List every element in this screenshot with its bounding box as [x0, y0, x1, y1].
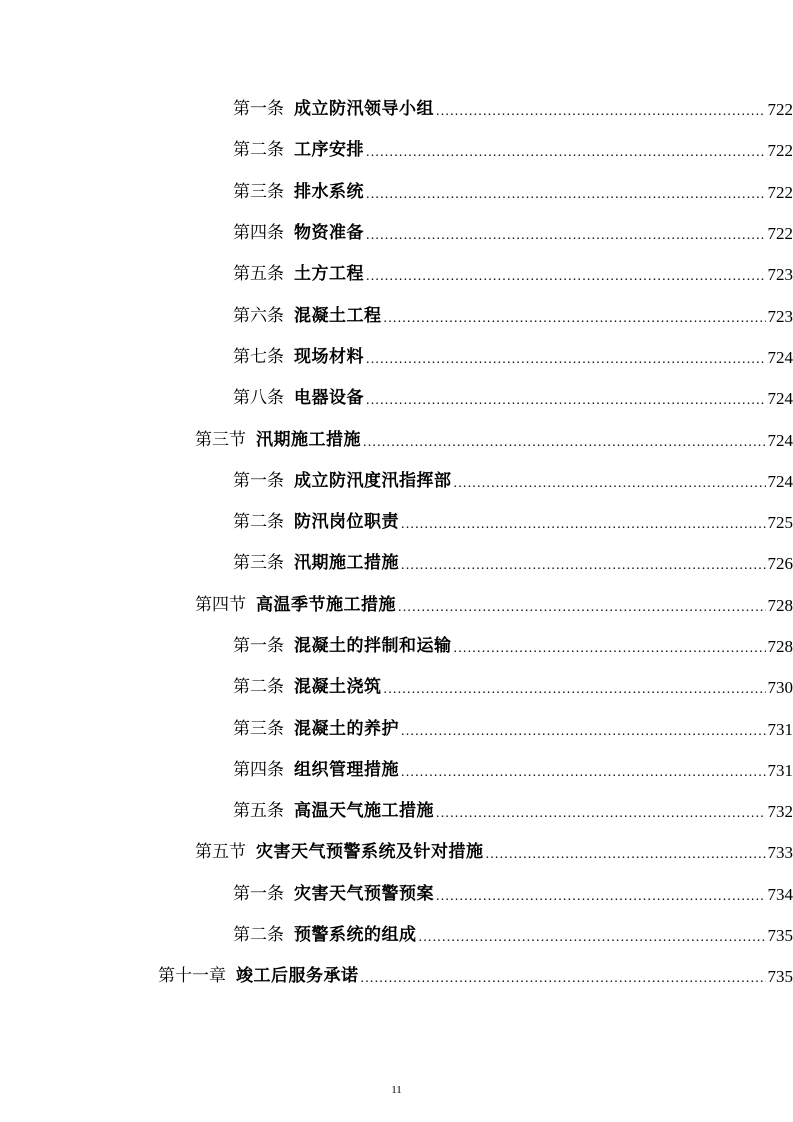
toc-leader-dots: [361, 972, 766, 986]
toc-entry-number: 第一条: [233, 99, 284, 120]
toc-entry-page: 723: [767, 306, 793, 326]
toc-entry-title: 成立防汛度汛指挥部: [294, 470, 452, 491]
toc-leader-dots: [366, 229, 766, 243]
toc-entry-title: 电器设备: [294, 388, 364, 409]
toc-entry-number: 第三节: [195, 429, 246, 450]
toc-entry-number: 第三条: [233, 553, 284, 574]
toc-entry-number: 第十一章: [158, 966, 226, 987]
toc-leader-dots: [454, 477, 766, 491]
toc-entry[interactable]: [0, 254, 793, 295]
toc-entry-number: 第三条: [233, 718, 284, 739]
toc-entry-title: 预警系统的组成: [294, 925, 417, 946]
toc-entry[interactable]: [0, 378, 793, 419]
toc-leader-dots: [363, 436, 766, 450]
toc-entry[interactable]: [0, 337, 793, 378]
toc-entry[interactable]: [0, 791, 793, 832]
toc-chapter[interactable]: [0, 956, 793, 997]
toc-entry[interactable]: [0, 130, 793, 171]
toc-entry-page: 724: [767, 389, 793, 409]
toc-entry-title: 灾害天气预警预案: [294, 883, 434, 904]
toc-entry[interactable]: [0, 213, 793, 254]
toc-leader-dots: [401, 559, 766, 573]
toc-entry-page: 735: [767, 926, 793, 946]
toc-entry-number: 第五条: [233, 264, 284, 285]
toc-section[interactable]: [0, 585, 793, 626]
toc-entry-title: 土方工程: [294, 264, 364, 285]
toc-leader-dots: [366, 188, 766, 202]
toc-entry-number: 第四节: [195, 594, 246, 615]
toc-leader-dots: [366, 146, 766, 160]
page-number: 11: [391, 1084, 402, 1096]
toc-leader-dots: [398, 601, 766, 615]
toc-entry-title: 排水系统: [294, 181, 364, 202]
toc-entry-title: 组织管理措施: [294, 759, 399, 780]
toc-entry-page: 724: [767, 471, 793, 491]
toc-entry-number: 第二条: [233, 677, 284, 698]
toc-entry-page: 725: [767, 513, 793, 533]
toc-entry-page: 731: [767, 760, 793, 780]
toc-entry-title: 现场材料: [294, 346, 364, 367]
toc-entry-page: 723: [767, 265, 793, 285]
toc-entry[interactable]: [0, 915, 793, 956]
toc-leader-dots: [366, 394, 766, 408]
toc-entry-number: 第二条: [233, 140, 284, 161]
toc-entry-title: 竣工后服务承诺: [236, 966, 359, 987]
toc-leader-dots: [436, 105, 766, 119]
toc-entry-title: 成立防汛领导小组: [294, 99, 434, 120]
toc-leader-dots: [366, 353, 766, 367]
toc-entry-page: 728: [767, 595, 793, 615]
toc-leader-dots: [401, 518, 766, 532]
toc-entry-title: 汛期施工措施: [256, 429, 361, 450]
toc-entry-page: 726: [767, 554, 793, 574]
toc-entry-number: 第三条: [233, 181, 284, 202]
toc-entry[interactable]: [0, 708, 793, 749]
toc-entry-number: 第四条: [233, 223, 284, 244]
toc-entry-title: 高温季节施工措施: [256, 594, 396, 615]
toc-entry[interactable]: [0, 874, 793, 915]
toc-leader-dots: [436, 807, 766, 821]
toc-entry[interactable]: [0, 543, 793, 584]
toc-entry[interactable]: [0, 461, 793, 502]
toc-entry-page: 732: [767, 802, 793, 822]
toc-entry-page: 731: [767, 719, 793, 739]
toc-entry-page: 735: [767, 967, 793, 987]
toc-entry-title: 灾害天气预警系统及针对措施: [256, 842, 484, 863]
toc-entry-title: 高温天气施工措施: [294, 801, 434, 822]
toc-entry-number: 第八条: [233, 388, 284, 409]
toc-entry-number: 第五节: [195, 842, 246, 863]
toc-entry-title: 防汛岗位职责: [294, 512, 399, 533]
toc-entry[interactable]: [0, 502, 793, 543]
toc-leader-dots: [384, 312, 766, 326]
toc-entry-number: 第一条: [233, 883, 284, 904]
toc-entry-page: 724: [767, 430, 793, 450]
toc-leader-dots: [436, 890, 766, 904]
toc-entry[interactable]: [0, 626, 793, 667]
toc-entry[interactable]: [0, 295, 793, 336]
toc-entry-title: 物资准备: [294, 223, 364, 244]
toc-entry-page: 734: [767, 884, 793, 904]
toc-entry-page: 730: [767, 678, 793, 698]
toc-entry-title: 混凝土的养护: [294, 718, 399, 739]
toc-entry-number: 第一条: [233, 470, 284, 491]
toc-leader-dots: [454, 642, 766, 656]
toc-entry[interactable]: [0, 667, 793, 708]
toc-leader-dots: [419, 931, 766, 945]
table-of-contents: [0, 89, 793, 998]
toc-entry-title: 汛期施工措施: [294, 553, 399, 574]
toc-entry-title: 混凝土工程: [294, 305, 382, 326]
toc-entry-number: 第二条: [233, 512, 284, 533]
toc-entry-number: 第二条: [233, 925, 284, 946]
toc-section[interactable]: [0, 419, 793, 460]
toc-section[interactable]: [0, 832, 793, 873]
toc-entry[interactable]: [0, 172, 793, 213]
toc-entry-number: 第四条: [233, 759, 284, 780]
toc-entry-page: 722: [767, 141, 793, 161]
toc-leader-dots: [401, 766, 766, 780]
toc-leader-dots: [401, 725, 766, 739]
toc-entry-page: 722: [767, 100, 793, 120]
toc-entry-title: 工序安排: [294, 140, 364, 161]
toc-entry-page: 728: [767, 637, 793, 656]
toc-entry-number: 第五条: [233, 801, 284, 822]
toc-leader-dots: [366, 270, 766, 284]
toc-entry-page: 733: [767, 843, 793, 863]
toc-entry-title: 混凝土的拌制和运输: [294, 636, 452, 656]
toc-leader-dots: [384, 683, 766, 697]
toc-entry-page: 724: [767, 347, 793, 367]
toc-entry-number: 第七条: [233, 346, 284, 367]
toc-entry[interactable]: [0, 750, 793, 791]
toc-entry-page: 722: [767, 224, 793, 244]
toc-entry-number: 第六条: [233, 305, 284, 326]
toc-leader-dots: [486, 848, 766, 862]
toc-entry-title: 混凝土浇筑: [294, 677, 382, 698]
toc-entry[interactable]: [0, 89, 793, 130]
toc-entry-page: 722: [767, 182, 793, 202]
toc-entry-number: 第一条: [233, 636, 284, 656]
